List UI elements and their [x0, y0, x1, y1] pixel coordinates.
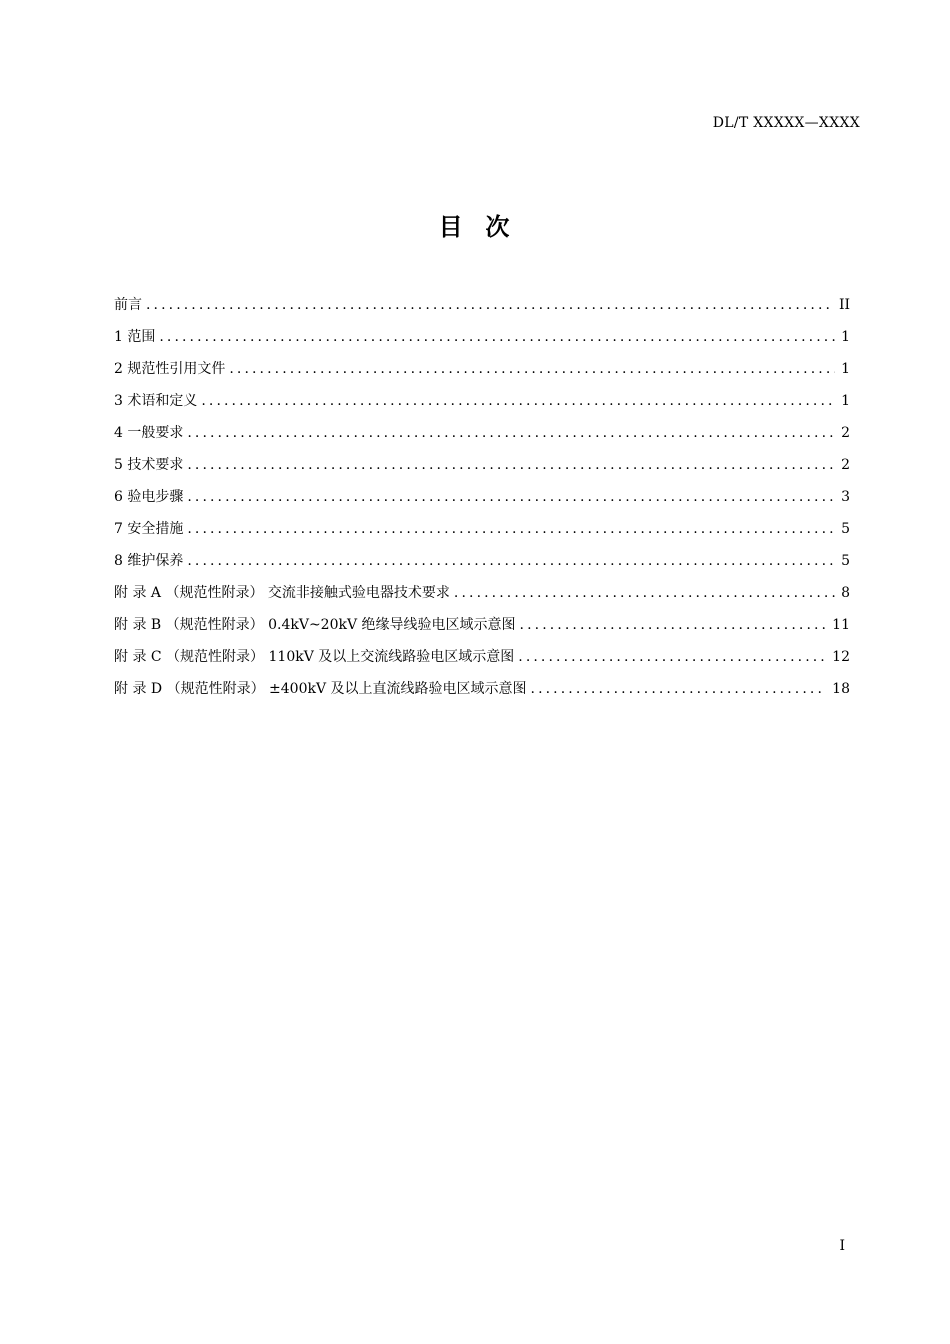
toc-entry-page: 5 [841, 553, 850, 569]
toc-dot-leader [520, 615, 827, 635]
toc-entry-label: 7 安全措施 [114, 521, 184, 537]
toc-entry-label: 附 录 D （规范性附录） ±400kV 及以上直流线路验电区域示意图 [114, 681, 527, 697]
toc-entry-preface[interactable] [114, 295, 850, 327]
toc-entry-appendix-a[interactable] [114, 583, 850, 615]
toc-entry-label: 附 录 A （规范性附录） 交流非接触式验电器技术要求 [114, 585, 450, 601]
toc-dot-leader [201, 391, 835, 411]
toc-entry-scope[interactable] [114, 327, 850, 359]
toc-entry-safety-measures[interactable] [114, 519, 850, 551]
toc-dot-leader [531, 679, 827, 699]
toc-entry-page: 8 [841, 585, 850, 601]
toc-entry-general-requirements[interactable] [114, 423, 850, 455]
toc-title: 目 次 [438, 213, 512, 241]
toc-entry-label: 附 录 B （规范性附录） 0.4kV~20kV 绝缘导线验电区域示意图 [114, 617, 516, 633]
toc-entry-page: 1 [841, 329, 850, 345]
toc-entry-page: II [838, 297, 850, 313]
toc-dot-leader [187, 487, 835, 507]
toc-entry-maintenance[interactable] [114, 551, 850, 583]
toc-dot-leader [187, 519, 835, 539]
toc-entry-page: 5 [841, 521, 850, 537]
toc-dot-leader [518, 647, 826, 667]
toc-dot-leader [187, 423, 835, 443]
toc-entry-test-steps[interactable] [114, 487, 850, 519]
toc-entry-page: 1 [841, 361, 850, 377]
toc-dot-leader [454, 583, 835, 603]
toc-dot-leader [187, 455, 835, 475]
toc-entry-page: 18 [832, 681, 850, 697]
table-of-contents [114, 295, 850, 711]
toc-entry-label: 1 范围 [114, 329, 156, 345]
toc-entry-page: 12 [832, 649, 850, 665]
toc-entry-page: 3 [841, 489, 850, 505]
toc-entry-label: 3 术语和定义 [114, 393, 198, 409]
toc-entry-page: 2 [841, 425, 850, 441]
toc-entry-page: 2 [841, 457, 850, 473]
toc-entry-label: 2 规范性引用文件 [114, 361, 226, 377]
toc-entry-technical-requirements[interactable] [114, 455, 850, 487]
toc-entry-label: 前言 [114, 297, 142, 313]
toc-entry-terms[interactable] [114, 391, 850, 423]
document-code: DL/T XXXXX—XXXX [712, 115, 860, 131]
page-number: I [839, 1238, 845, 1254]
toc-entry-label: 5 技术要求 [114, 457, 184, 473]
toc-entry-label: 4 一般要求 [114, 425, 184, 441]
toc-entry-appendix-c[interactable] [114, 647, 850, 679]
toc-dot-leader [187, 551, 835, 571]
toc-entry-page: 1 [841, 393, 850, 409]
toc-entry-label: 6 验电步骤 [114, 489, 184, 505]
toc-entry-appendix-b[interactable] [114, 615, 850, 647]
toc-entry-label: 附 录 C （规范性附录） 110kV 及以上交流线路验电区域示意图 [114, 649, 515, 665]
toc-dot-leader [146, 295, 833, 315]
toc-entry-page: 11 [832, 617, 850, 633]
toc-dot-leader [229, 359, 835, 379]
toc-dot-leader [159, 327, 835, 347]
toc-entry-label: 8 维护保养 [114, 553, 184, 569]
toc-entry-appendix-d[interactable] [114, 679, 850, 711]
toc-entry-normative-references[interactable] [114, 359, 850, 391]
